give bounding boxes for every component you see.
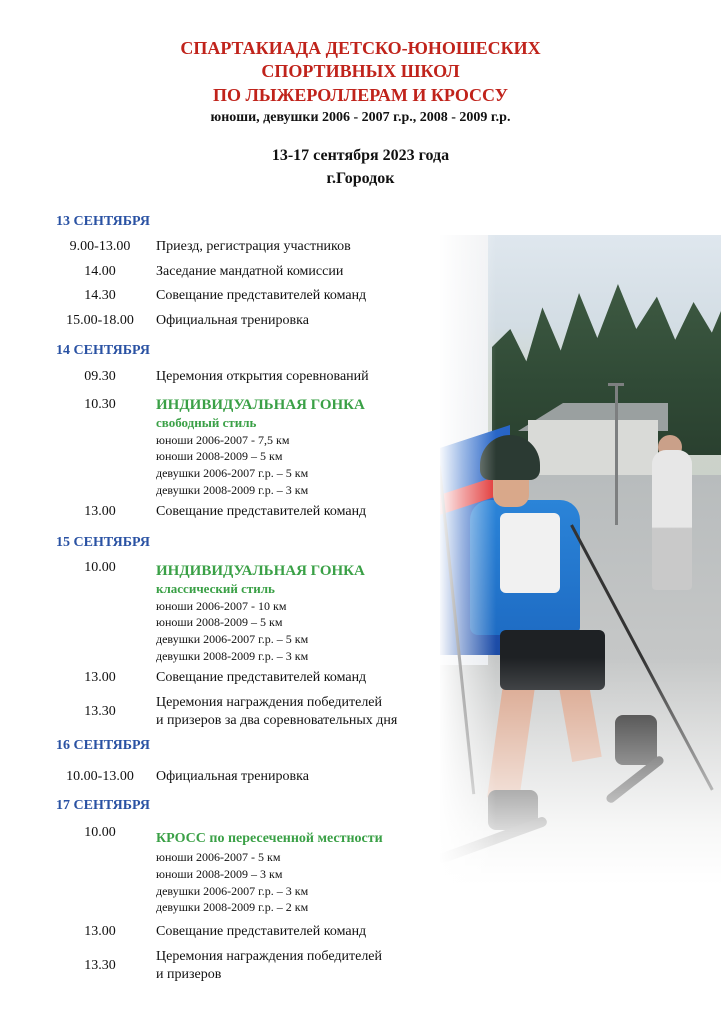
- race-category: юноши 2006-2007 - 5 км: [156, 850, 281, 864]
- event-time: 13.00: [84, 670, 116, 685]
- day-heading: 14 СЕНТЯБРЯ: [56, 343, 150, 358]
- event-text-line-2: и призеров: [156, 967, 222, 982]
- race-title: ИНДИВИДУАЛЬНАЯ ГОНКА: [156, 397, 365, 413]
- event-text: Церемония открытия соревнований: [156, 369, 369, 384]
- event-text: Совещание представителей команд: [156, 288, 367, 303]
- event-time: 14.00: [84, 264, 116, 279]
- race-category: девушки 2006-2007 г.р. – 5 км: [156, 632, 309, 646]
- race-category: юноши 2008-2009 – 5 км: [156, 449, 283, 463]
- event-time: 10.00: [84, 825, 116, 840]
- race-category: девушки 2008-2009 г.р. – 3 км: [156, 483, 309, 497]
- title-line-2: СПОРТИВНЫХ ШКОЛ: [261, 61, 460, 81]
- title-line-1: СПАРТАКИАДА ДЕТСКО-ЮНОШЕСКИХ: [180, 38, 541, 58]
- event-text-line-1: Церемония награждения победителей: [156, 949, 383, 964]
- event-time: 9.00-13.00: [69, 239, 131, 254]
- day-heading: 13 СЕНТЯБРЯ: [56, 214, 150, 229]
- age-groups-subtitle: юноши, девушки 2006 - 2007 г.р., 2008 - 2009 г.р.: [210, 110, 511, 125]
- event-time: 13.30: [84, 704, 116, 719]
- day-heading: 16 СЕНТЯБРЯ: [56, 738, 150, 753]
- event-text: Официальная тренировка: [156, 313, 309, 328]
- race-category: девушки 2008-2009 г.р. – 3 км: [156, 649, 309, 663]
- race-category: юноши 2008-2009 – 3 км: [156, 867, 283, 881]
- race-style: классический стиль: [156, 581, 275, 596]
- race-category: юноши 2006-2007 - 7,5 км: [156, 433, 290, 447]
- event-city: г.Городок: [326, 170, 395, 187]
- event-text-line-2: и призеров за два соревновательных дня: [156, 713, 398, 728]
- event-text: Официальная тренировка: [156, 769, 309, 784]
- event-time: 13.00: [84, 504, 116, 519]
- event-text-line-1: Церемония награждения победителей: [156, 695, 383, 710]
- event-time: 10.00: [84, 560, 116, 575]
- event-text: Приезд, регистрация участников: [156, 239, 351, 254]
- race-category: девушки 2008-2009 г.р. – 2 км: [156, 900, 309, 914]
- race-category: юноши 2006-2007 - 10 км: [156, 599, 287, 613]
- event-dates: 13-17 сентября 2023 года: [271, 147, 450, 164]
- race-title: КРОСС по пересеченной местности: [156, 831, 383, 846]
- event-time: 09.30: [84, 369, 116, 384]
- event-text: Совещание представителей команд: [156, 670, 367, 685]
- photo-fade-overlay: [440, 235, 721, 885]
- event-time: 10.00-13.00: [66, 769, 134, 784]
- race-title: ИНДИВИДУАЛЬНАЯ ГОНКА: [156, 563, 365, 579]
- race-category: девушки 2006-2007 г.р. – 3 км: [156, 884, 309, 898]
- title-line-3: ПО ЛЫЖЕРОЛЛЕРАМ И КРОССУ: [212, 85, 509, 105]
- day-heading: 15 СЕНТЯБРЯ: [56, 535, 150, 550]
- race-category: юноши 2008-2009 – 5 км: [156, 615, 283, 629]
- event-time: 14.30: [84, 288, 116, 303]
- event-text: Заседание мандатной комиссии: [156, 264, 344, 279]
- event-text: Совещание представителей команд: [156, 504, 367, 519]
- event-time: 13.00: [84, 924, 116, 939]
- event-time: 13.30: [84, 958, 116, 973]
- day-heading: 17 СЕНТЯБРЯ: [56, 798, 150, 813]
- roller-skier-photo: [440, 235, 721, 885]
- event-time: 10.30: [84, 397, 116, 412]
- event-text: Совещание представителей команд: [156, 924, 367, 939]
- event-time: 15.00-18.00: [66, 313, 134, 328]
- race-style: свободный стиль: [156, 415, 257, 430]
- race-category: девушки 2006-2007 г.р. – 5 км: [156, 466, 309, 480]
